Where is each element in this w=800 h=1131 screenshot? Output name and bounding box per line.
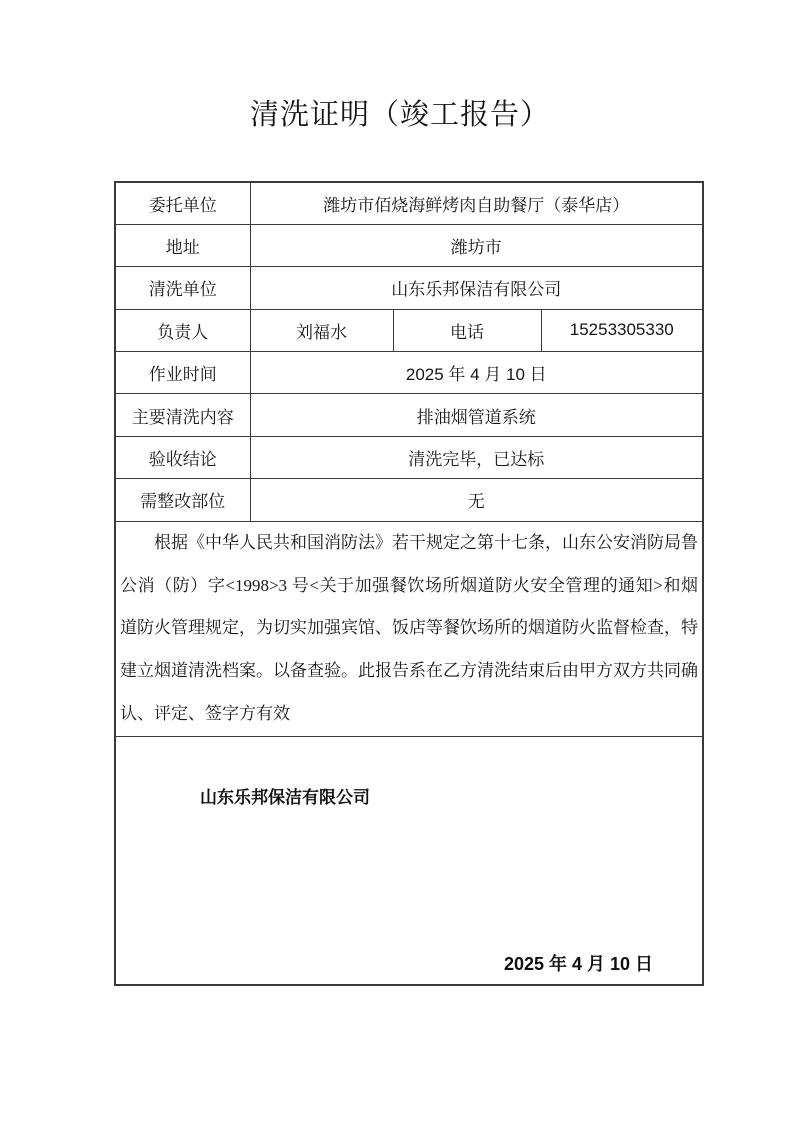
notice-paragraph: 根据《中华人民共和国消防法》若干规定之第十七条，山东公安消防局鲁公消（防）字<1998>3 号<关于加强餐饮场所烟道防火安全管理的通知>和烟道防火管理规定，为切实加强宾馆、饭店等餐饮场所的烟道防火监督检查，特建立烟道清洗档案。以备查验。此报告系在乙方清洗结束后由甲方双方共同确认、评定、签字方有效: [120, 532, 699, 723]
table-row-acceptance-conclusion: [115, 436, 703, 478]
label-work-date: 作业时间: [115, 352, 250, 394]
report-table: [114, 181, 704, 986]
notice-cell: [115, 521, 703, 736]
value-person-in-charge: 刘福水: [250, 309, 393, 351]
table-row-cleaning-unit: [115, 267, 703, 309]
table-row-person-in-charge: [115, 309, 703, 351]
table-row-cleaning-content: [115, 394, 703, 436]
table-row-signature: [115, 736, 703, 985]
label-rectification-parts: 需整改部位: [115, 479, 250, 521]
value-phone: 15253305330: [541, 309, 703, 351]
value-cleaning-unit: 山东乐邦保洁有限公司: [250, 267, 703, 309]
table-row-notice: [115, 521, 703, 736]
label-cleaning-content: 主要清洗内容: [115, 394, 250, 436]
label-client-unit: 委托单位: [115, 182, 250, 224]
label-address: 地址: [115, 224, 250, 266]
label-cleaning-unit: 清洗单位: [115, 267, 250, 309]
table-row-address: [115, 224, 703, 266]
value-acceptance-conclusion: 清洗完毕，已达标: [250, 436, 703, 478]
value-client-unit: 潍坊市佰烧海鲜烤肉自助餐厅（泰华店）: [250, 182, 703, 224]
table-row-client-unit: [115, 182, 703, 224]
label-acceptance-conclusion: 验收结论: [115, 436, 250, 478]
signature-date: 2025 年 4 月 10 日: [503, 953, 654, 974]
label-phone: 电话: [393, 309, 541, 351]
value-address: 潍坊市: [250, 224, 703, 266]
label-person-in-charge: 负责人: [115, 309, 250, 351]
signature-company: 山东乐邦保洁有限公司: [200, 787, 370, 807]
table-row-work-date: [115, 352, 703, 394]
value-rectification-parts: 无: [250, 479, 703, 521]
value-cleaning-content: 排油烟管道系统: [250, 394, 703, 436]
signature-cell: [115, 736, 703, 985]
document-title: 清洗证明（竣工报告）: [249, 99, 550, 131]
table-row-rectification-parts: [115, 479, 703, 521]
value-work-date: 2025 年 4 月 10 日: [250, 352, 703, 394]
